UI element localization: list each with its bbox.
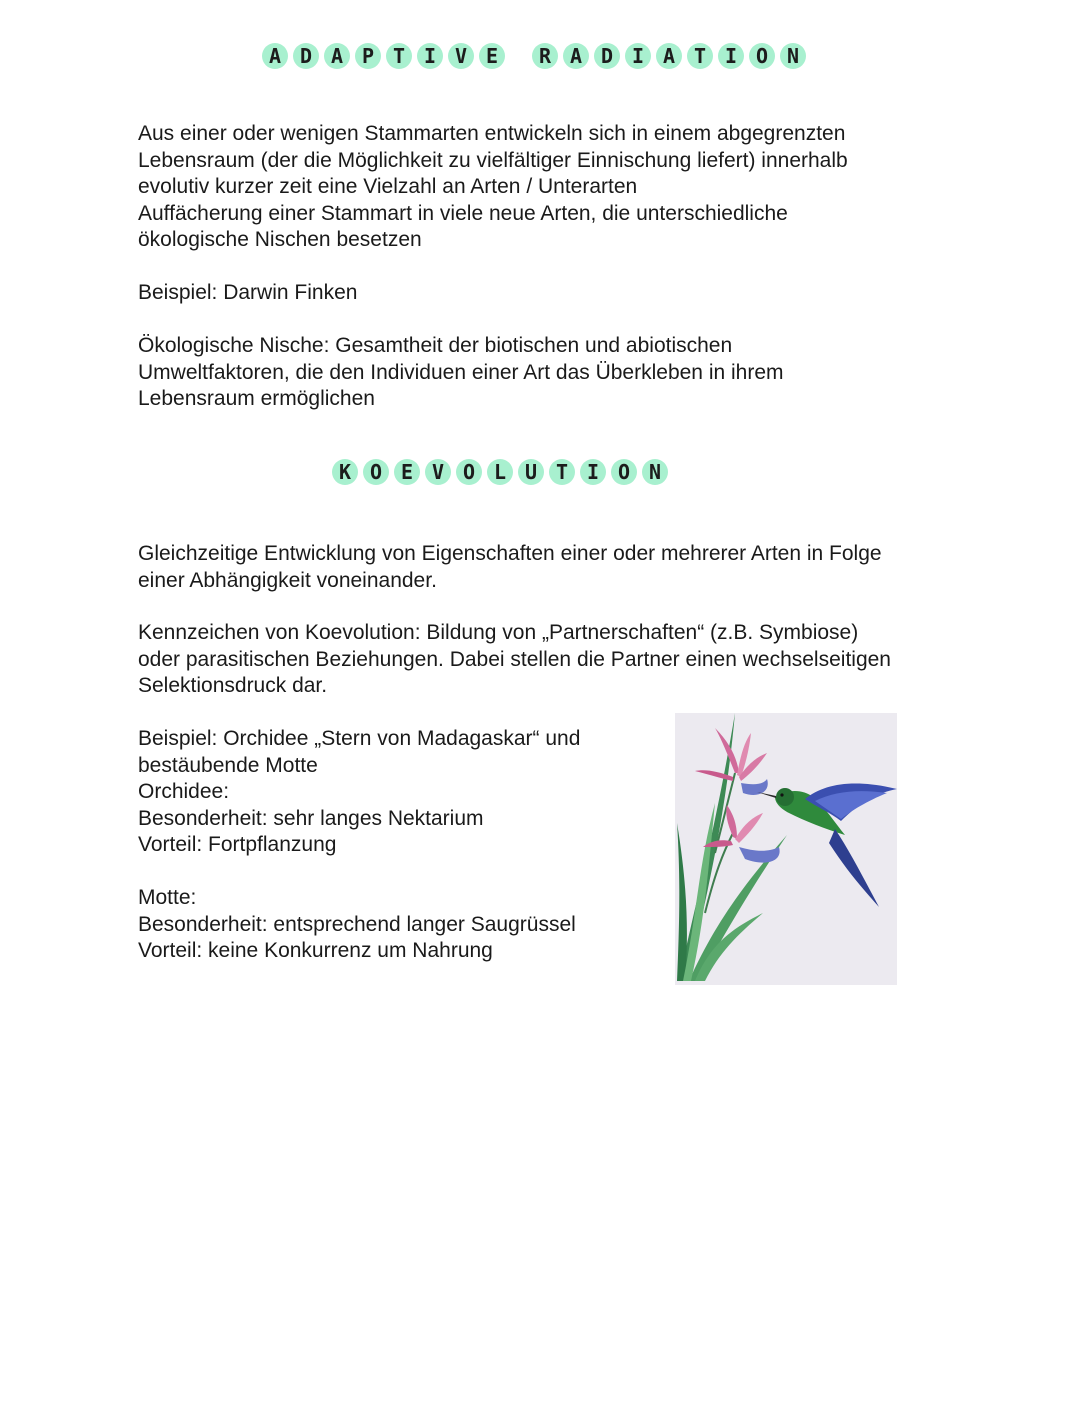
text-line: Vorteil: Fortpflanzung: [138, 833, 337, 856]
text-line: Selektionsdruck dar.: [138, 674, 328, 697]
text-line: Lebensraum (der die Möglichkeit zu vielfältiger Einnischung liefert) innerhalb: [138, 148, 848, 172]
heading-letter: A: [656, 43, 682, 69]
heading-letter: T: [386, 43, 412, 69]
heading-word-radiation: [532, 43, 811, 69]
heading-letter: A: [563, 43, 589, 69]
heading-letter: E: [479, 43, 505, 69]
heading-letter: U: [518, 459, 544, 485]
adaptive-radiation-definition: [138, 121, 848, 254]
text-line: Beispiel: Darwin Finken: [138, 281, 358, 304]
heading-letter: I: [417, 43, 443, 69]
text-line: Auffächerung einer Stammart in viele neue Arten, die unterschiedliche: [138, 201, 788, 225]
koevolution-features: [138, 620, 891, 700]
heading-letter: A: [262, 43, 288, 69]
heading-letter: L: [487, 459, 513, 485]
text-line: Vorteil: keine Konkurrenz um Nahrung: [138, 939, 493, 962]
text-line: Motte:: [138, 886, 197, 909]
heading-letter: A: [324, 43, 350, 69]
heading-letter: O: [363, 459, 389, 485]
heading-letter: T: [549, 459, 575, 485]
text-line: Ökologische Nische: Gesamtheit der biotischen und abiotischen: [138, 334, 733, 357]
orchid-example: [138, 726, 580, 859]
hummingbird-orchid-illustration: [675, 713, 897, 985]
heading-letter: N: [642, 459, 668, 485]
text-line: Umweltfaktoren, die den Individuen einer Art das Überkleben in ihrem: [138, 360, 784, 384]
text-line: ökologische Nischen besetzen: [138, 228, 422, 251]
text-line: Gleichzeitige Entwicklung von Eigenschaften einer oder mehrerer Arten in Folge: [138, 542, 882, 565]
text-line: oder parasitischen Beziehungen. Dabei stellen die Partner einen wechselseitigen: [138, 647, 891, 671]
text-line: Orchidee:: [138, 780, 230, 803]
heading-word-koevolution: [332, 459, 673, 485]
heading-adaptive-radiation: [262, 43, 811, 69]
text-line: einer Abhängigkeit voneinander.: [138, 568, 437, 592]
heading-letter: R: [532, 43, 558, 69]
heading-letter: D: [293, 43, 319, 69]
text-line: Lebensraum ermöglichen: [138, 387, 375, 410]
heading-letter: V: [425, 459, 451, 485]
moth-example: [138, 885, 576, 965]
heading-letter: P: [355, 43, 381, 69]
text-line: Kennzeichen von Koevolution: Bildung von „Partnerschaften“ (z.B. Symbiose): [138, 621, 859, 644]
heading-letter: I: [580, 459, 606, 485]
heading-letter: O: [611, 459, 637, 485]
heading-letter: V: [448, 43, 474, 69]
text-line: Beispiel: Orchidee „Stern von Madagaskar“ und: [138, 727, 581, 750]
ecological-niche-definition: [138, 333, 784, 413]
text-line: Besonderheit: entsprechend langer Saugrüssel: [138, 912, 576, 936]
text-line: Besonderheit: sehr langes Nektarium: [138, 806, 484, 830]
heading-letter: O: [749, 43, 775, 69]
text-line: evolutiv kurzer zeit eine Vielzahl an Arten / Unterarten: [138, 175, 638, 198]
text-line: bestäubende Motte: [138, 753, 318, 777]
heading-letter: N: [780, 43, 806, 69]
heading-letter: O: [456, 459, 482, 485]
koevolution-definition: [138, 541, 882, 594]
text-line: Aus einer oder wenigen Stammarten entwickeln sich in einem abgegrenzten: [138, 122, 846, 145]
heading-letter: T: [687, 43, 713, 69]
heading-letter: I: [718, 43, 744, 69]
heading-letter: K: [332, 459, 358, 485]
heading-letter: I: [625, 43, 651, 69]
heading-letter: D: [594, 43, 620, 69]
heading-letter: E: [394, 459, 420, 485]
heading-koevolution: [332, 459, 673, 485]
adaptive-radiation-example: [138, 280, 357, 307]
heading-word-adaptive: [262, 43, 510, 69]
